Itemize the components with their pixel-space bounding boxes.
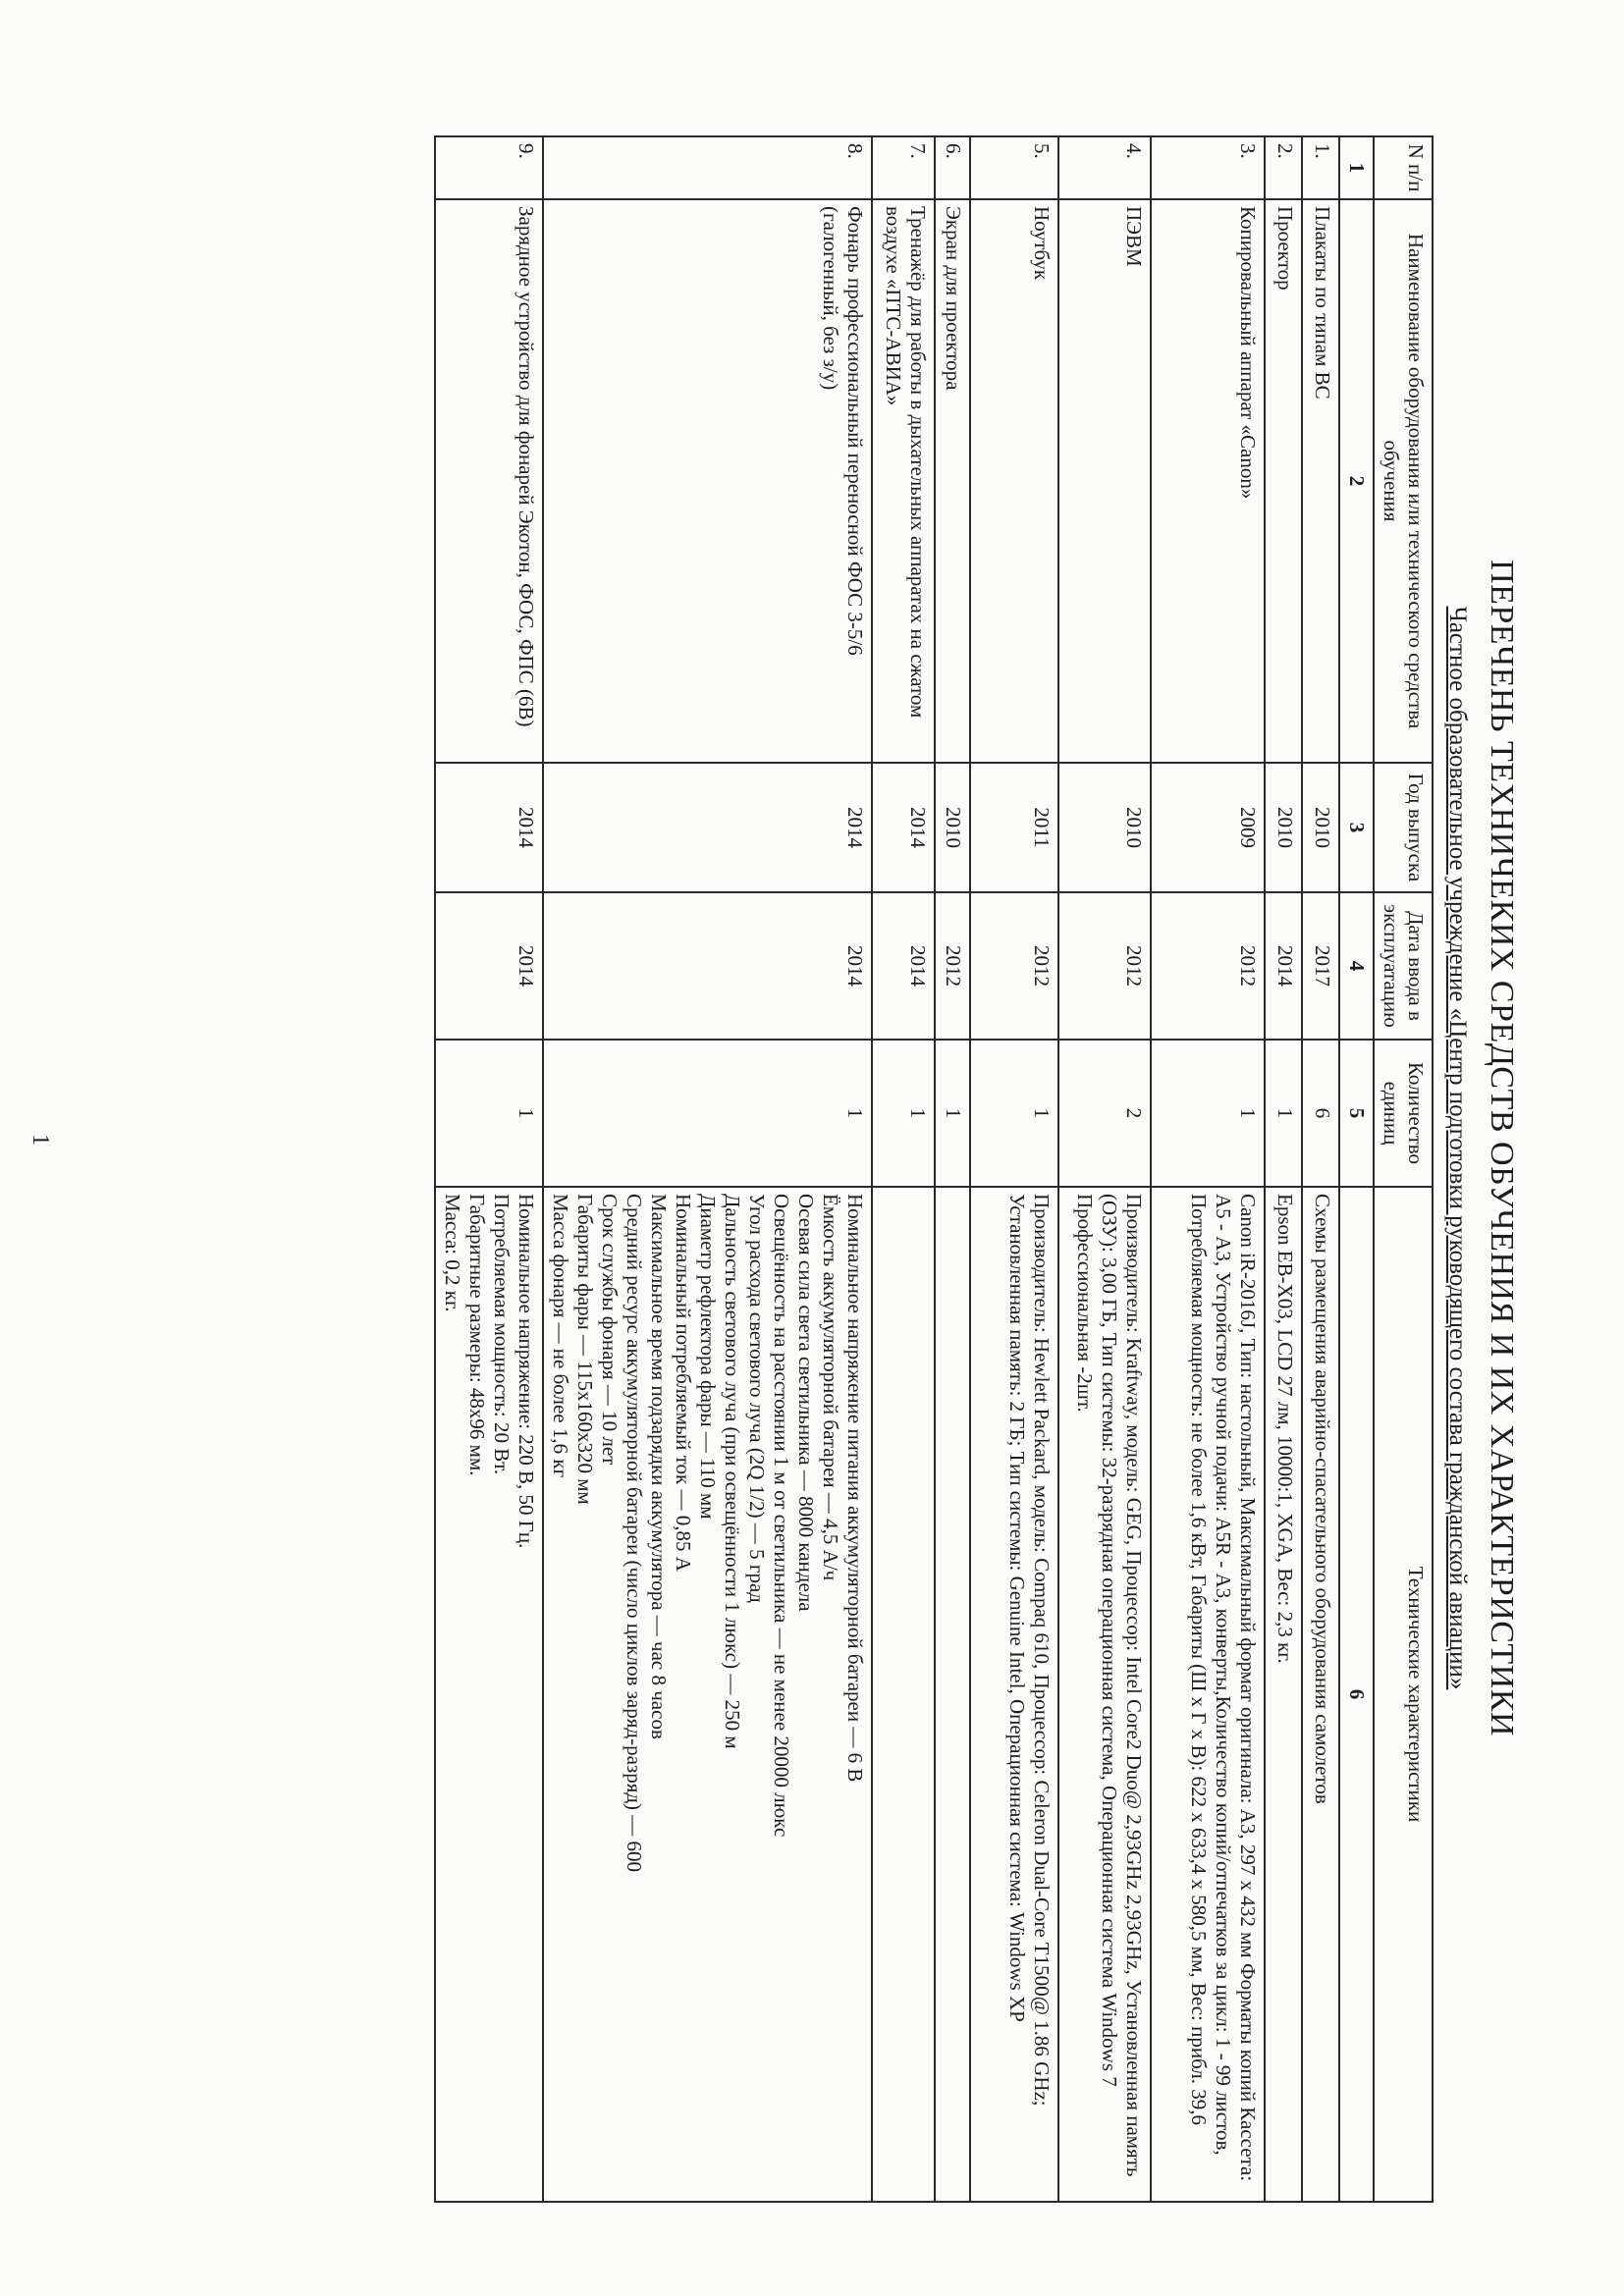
commission-date: 2014: [435, 892, 543, 1040]
table-row: [935, 136, 970, 2202]
unit-quantity: 1: [970, 1040, 1058, 1187]
page-title: ПЕРЕЧЕНЬ ТЕХНИЧЕКИХ СРЕДСТВ ОБУЧЕНИЯ И ИХ ХАРАКТЕРИСТИКИ: [1484, 560, 1520, 1736]
row-number: 2.: [1265, 136, 1302, 199]
spec-line: Средний ресурс аккумуляторной батареи (число циклов заряд-разряд) — 600: [623, 1194, 646, 1873]
row-number: 9.: [435, 136, 543, 199]
spec-line: Срок службы фонаря — 10 лет: [598, 1194, 622, 1466]
spec-line: Масса: 0,2 кг.: [441, 1194, 464, 1312]
technical-specs: [935, 1187, 970, 2202]
release-year: 2014: [872, 763, 935, 892]
release-year: 2009: [1151, 763, 1265, 892]
equipment-name: Проектор: [1265, 199, 1302, 763]
spec-line: Освещённость на расстоянии 1 м от светильника — не менее 20000 люкс: [770, 1194, 793, 1838]
unit-quantity: 1: [1151, 1040, 1265, 1187]
commission-date: 2012: [1151, 892, 1265, 1040]
row-number: 6.: [935, 136, 970, 199]
spec-line: Epson EB-X03, LCD 27 лм, 10000:1, XGA, Вес: 2,3 кг.: [1273, 1194, 1297, 1664]
spec-line: Габариты фары — 115х160х320 мм: [573, 1194, 597, 1505]
header-cell-quantity: Количество единиц: [1374, 1040, 1433, 1187]
header-cell-name: Наименование оборудования или технического средства обучения: [1374, 199, 1433, 763]
table-row: [543, 136, 872, 2202]
unit-quantity: 1: [872, 1040, 935, 1187]
table-row: [435, 136, 543, 2202]
header-cell-date: Дата ввода в эксплуатацию: [1374, 892, 1433, 1040]
unit-quantity: 1: [435, 1040, 543, 1187]
equipment-name: Плакаты по типам ВС: [1302, 199, 1339, 763]
column-number: 3: [1339, 763, 1374, 892]
column-number: 2: [1339, 199, 1374, 763]
unit-quantity: 1: [935, 1040, 970, 1187]
commission-date: 2012: [1058, 892, 1151, 1040]
unit-quantity: 2: [1058, 1040, 1151, 1187]
technical-specs: [1151, 1187, 1265, 2202]
equipment-name: Ноутбук: [970, 199, 1058, 763]
technical-specs: [1058, 1187, 1151, 2202]
table-row: [872, 136, 935, 2202]
equipment-name: Тренажёр для работы в дыхательных аппаратах на сжатом воздухе «ПТС-АВИА»: [872, 199, 935, 763]
row-number: 4.: [1058, 136, 1151, 199]
spec-line: Производитель: Kraftway, модель: GEG, Процессор: Intel Core2 Duo@ 2,93GHz 2,93GHz, Установленная память (ОЗУ): 3,00 ГБ, Тип системы: 32-разрядная операционная система, Операционная система Windows 7 Профессиональная -2шт.: [1073, 1194, 1146, 2177]
unit-quantity: 6: [1302, 1040, 1339, 1187]
equipment-name: Экран для проектора: [935, 199, 970, 763]
spec-line: Дальность светового луча (при освещённости 1 люкс) — 250 м: [721, 1194, 744, 1749]
spec-line: Производитель: Hewlett Packard, модель: Compaq 610, Процессор: Celeron Dual-Core T1500@ 1.86 GHz; Установленная память: 2 ГБ; Тип системы: Genuine Intel, Операционная система: Windows XP: [1005, 1194, 1054, 2107]
table-row: [1151, 136, 1265, 2202]
column-number: 4: [1339, 892, 1374, 1040]
row-number: 7.: [872, 136, 935, 199]
unit-quantity: 1: [543, 1040, 872, 1187]
spec-line: Номинальное напряжение: 220 В, 50 Гц.: [514, 1194, 538, 1549]
spec-line: Габаритные размеры: 48х96 мм.: [465, 1194, 489, 1476]
spec-line: Схемы размещения аварийно-спасательного оборудования самолетов: [1311, 1194, 1334, 1804]
release-year: 2014: [435, 763, 543, 892]
row-number: 1.: [1302, 136, 1339, 199]
row-number: 8.: [543, 136, 872, 199]
equipment-name: ПЭВМ: [1058, 199, 1151, 763]
column-number: 6: [1339, 1187, 1374, 2202]
technical-specs: [1302, 1187, 1339, 2202]
spec-line: Canon iR-2016J, Тип: настольный, Максимальный формат оригинала: А3, 297 х 432 мм Форматы копий Кассета: А5 - А3, Устройство ручной подачи: А5R - А3, конверты,Количество копий/отпечатков за цикл: 1 - 99 листов, Потребляемая мощность: не более 1,6 кВт, Габариты (Ш х Г х В): 622 х 633,4 х 580,5 мм, Вес: прибл. 39,6: [1187, 1194, 1260, 2182]
table-row: [970, 136, 1058, 2202]
table-header-row: [1374, 136, 1433, 2202]
table-column-numbers-row: [1339, 136, 1374, 2202]
spec-line: Ёмкость аккумуляторной батареи — 4,5 А/ч: [819, 1194, 842, 1581]
technical-specs: [1265, 1187, 1302, 2202]
header-cell-specs: Технические характеристики: [1374, 1187, 1433, 2202]
column-number: 1: [1339, 136, 1374, 199]
equipment-table: [434, 135, 1434, 2203]
spec-line: Диаметр рефлектора фары — 110 мм: [696, 1194, 720, 1520]
equipment-name: Фонарь профессиональный переносной ФОС 3-5/6 (галогенный, без з/у): [543, 199, 872, 763]
commission-date: 2012: [970, 892, 1058, 1040]
header-cell-year: Год выпуска: [1374, 763, 1433, 892]
header-cell-number: N п/п: [1374, 136, 1433, 199]
spec-line: Потребляемая мощность: 20 Вт.: [490, 1194, 514, 1475]
release-year: 2010: [1058, 763, 1151, 892]
row-number: 5.: [970, 136, 1058, 199]
commission-date: 2017: [1302, 892, 1339, 1040]
spec-line: Осевая сила света светильника — 8000 кандела: [794, 1194, 818, 1612]
page-subtitle: Частное образовательное учреждение «Центр подготовки руководящего состава гражданской авиации»: [1444, 606, 1471, 1690]
equipment-name: Копировальный аппарат «Canon»: [1151, 199, 1265, 763]
release-year: 2010: [935, 763, 970, 892]
unit-quantity: 1: [1265, 1040, 1302, 1187]
spec-line: Номинальное напряжение питания аккумуляторной батареи — 6 В: [843, 1194, 867, 1783]
table-row: [1058, 136, 1151, 2202]
release-year: 2011: [970, 763, 1058, 892]
spec-line: Номинальный потребляемый ток — 0,85 А: [672, 1194, 695, 1572]
release-year: 2010: [1302, 763, 1339, 892]
table-row: [1265, 136, 1302, 2202]
row-number: 3.: [1151, 136, 1265, 199]
technical-specs: [543, 1187, 872, 2202]
technical-specs: [872, 1187, 935, 2202]
commission-date: 2014: [543, 892, 872, 1040]
column-number: 5: [1339, 1040, 1374, 1187]
release-year: 2014: [543, 763, 872, 892]
page-number: 1: [27, 1134, 53, 1146]
commission-date: 2012: [935, 892, 970, 1040]
table-row: [1302, 136, 1339, 2202]
technical-specs: [970, 1187, 1058, 2202]
commission-date: 2014: [872, 892, 935, 1040]
commission-date: 2014: [1265, 892, 1302, 1040]
spec-line: Максимальное время подзарядки аккумулятора — час 8 часов: [647, 1194, 671, 1739]
spec-line: Угол расхода светового луча (2Q 1/2) — 5 град: [745, 1194, 769, 1603]
technical-specs: [435, 1187, 543, 2202]
spec-line: Масса фонаря — не более 1,6 кг: [549, 1194, 572, 1478]
equipment-name: Зарядное устройство для фонарей Экотон, ФОС, ФПС (6В): [435, 199, 543, 763]
release-year: 2010: [1265, 763, 1302, 892]
